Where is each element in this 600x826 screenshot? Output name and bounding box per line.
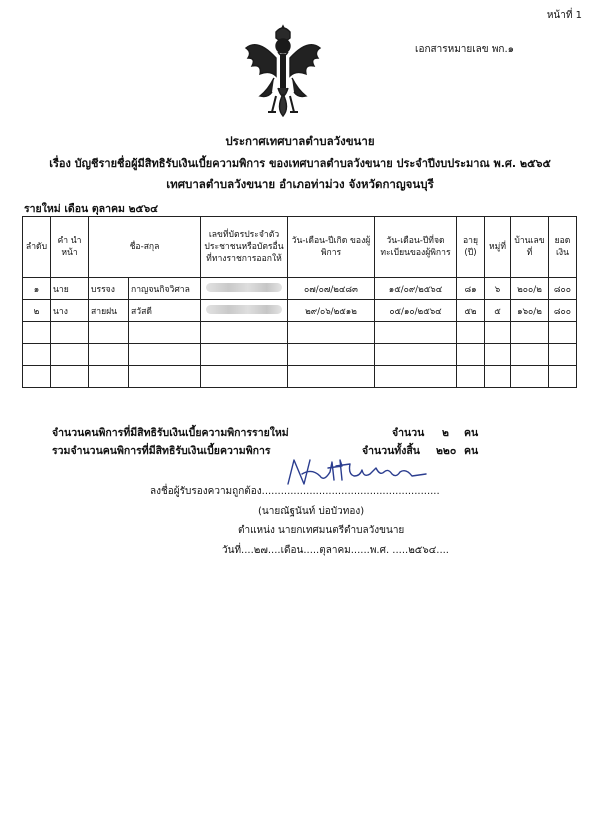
cell-dob: ๒๙/๐๖/๒๕๑๒ xyxy=(288,300,375,322)
cell-moo: ๖ xyxy=(485,278,511,300)
col-header-dob: วัน-เดือน-ปีเกิด ของผู้พิการ xyxy=(288,217,375,278)
certify-label: ลงชื่อผู้รับรองความถูกต้อง........................................................ xyxy=(150,486,440,497)
cell-amount: ๘๐๐ xyxy=(549,300,577,322)
cell-last-name: สวัสดี xyxy=(129,300,201,322)
new-count-unit: คน xyxy=(464,427,479,439)
cell-no: ๑ xyxy=(23,278,51,300)
cell-id-redacted xyxy=(201,278,288,300)
cell-no: ๒ xyxy=(23,300,51,322)
cell-amount: ๘๐๐ xyxy=(549,278,577,300)
announcement-title: ประกาศเทศบาลตำบลวังขนาย xyxy=(225,134,375,148)
cell-reg: ๐๕/๑๐/๒๕๖๔ xyxy=(375,300,457,322)
cell-house: ๑๖๐/๒ xyxy=(511,300,549,322)
document-number: เอกสารหมายเลข พก.๑ xyxy=(415,44,514,55)
col-header-amount: ยอดเงิน xyxy=(549,217,577,278)
col-header-prefix: คำ นำหน้า xyxy=(51,217,89,278)
col-header-house: บ้านเลขที่ xyxy=(511,217,549,278)
cell-age: ๘๑ xyxy=(457,278,485,300)
location-line: เทศบาลตำบลวังขนาย อำเภอท่าม่วง จังหวัดกาญจนบุรี xyxy=(166,177,434,191)
redaction-blur xyxy=(206,283,282,292)
cell-first-name: บรรจง xyxy=(89,278,129,300)
table-row-empty xyxy=(23,344,577,366)
table-row xyxy=(23,300,577,322)
cell-prefix: นาย xyxy=(51,278,89,300)
col-header-name: ชื่อ-สกุล xyxy=(89,217,201,278)
redaction-blur xyxy=(206,305,282,314)
cell-first-name: สายฝน xyxy=(89,300,129,322)
cell-house: ๒๐๐/๒ xyxy=(511,278,549,300)
table-row-empty xyxy=(23,322,577,344)
certify-date: วันที่....๒๗....เดือน.....ตุลาคม......พ.ศ. .....๒๕๖๔.... xyxy=(222,545,449,556)
certifier-name: (นายณัฐนันท์ บ่อบัวทอง) xyxy=(258,506,365,517)
garuda-emblem xyxy=(238,18,328,118)
total-count-unit: คน xyxy=(464,445,479,457)
certifier-position: ตำแหน่ง นายกเทศมนตรีตำบลวังขนาย xyxy=(238,525,405,536)
table-row-empty xyxy=(23,366,577,388)
col-header-moo: หมู่ที่ xyxy=(485,217,511,278)
cell-id-redacted xyxy=(201,300,288,322)
page-number: หน้าที่ 1 xyxy=(546,10,582,21)
cell-prefix: นาง xyxy=(51,300,89,322)
cell-dob: ๐๗/๐๗/๒๔๘๓ xyxy=(288,278,375,300)
table-header-row xyxy=(23,217,577,278)
subject-line: เรื่อง บัญชีรายชื่อผู้มีสิทธิรับเงินเบี้ยความพิการ ของเทศบาลตำบลวังขนาย ประจำปีงบประมาณ พ.ศ. ๒๕๖๕ xyxy=(49,157,551,170)
table-row xyxy=(23,278,577,300)
beneficiary-table xyxy=(22,216,577,388)
cell-age: ๕๒ xyxy=(457,300,485,322)
new-count-label: จำนวนคนพิการที่มีสิทธิรับเงินเบี้ยความพิการรายใหม่ xyxy=(52,427,289,439)
total-count-caption: จำนวนทั้งสิ้น xyxy=(362,445,420,457)
cell-moo: ๕ xyxy=(485,300,511,322)
new-count-caption: จำนวน xyxy=(392,427,425,439)
col-header-age: อายุ (ปี) xyxy=(457,217,485,278)
col-header-no: ลำดับ xyxy=(23,217,51,278)
month-label: รายใหม่ เดือน ตุลาคม ๒๕๖๔ xyxy=(24,203,159,215)
cell-reg: ๑๕/๐๙/๒๕๖๔ xyxy=(375,278,457,300)
total-count-label: รวมจำนวนคนพิการที่มีสิทธิรับเงินเบี้ยความพิการ xyxy=(52,445,271,457)
total-count-value: ๒๒๐ xyxy=(436,445,457,457)
col-header-id: เลขที่บัตรประจำตัวประชาชนหรือบัตรอื่นที่ทางราชการออกให้ xyxy=(201,217,288,278)
new-count-value: ๒ xyxy=(442,427,449,439)
col-header-reg: วัน-เดือน-ปีที่จดทะเบียนของผู้พิการ xyxy=(375,217,457,278)
cell-last-name: กาญจนกิจวิศาล xyxy=(129,278,201,300)
